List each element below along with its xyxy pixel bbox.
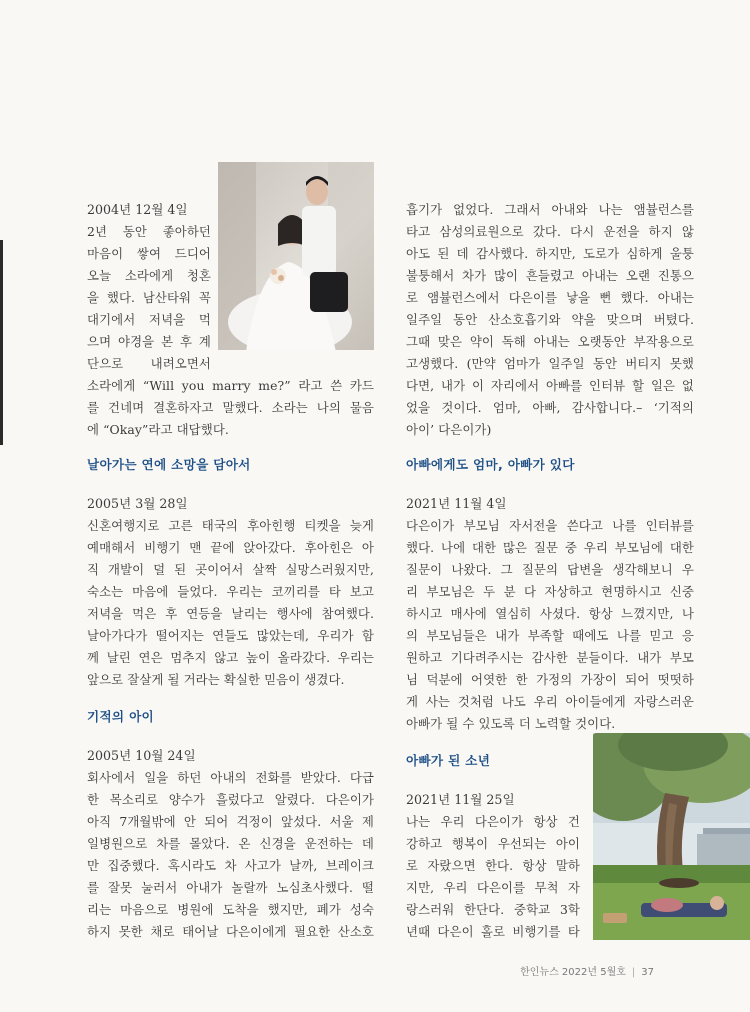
text-line: 으며 야경을 본 후 계 xyxy=(87,334,211,349)
text-line: 었을 것이다. 엄마, 아빠, 감사합니다.– ‘기적의 xyxy=(406,400,694,415)
text-line: 타고 삼성의료원으로 갔다. 다시 운전을 하지 않 xyxy=(406,224,694,239)
text-line: 했다. 나에 대한 많은 질문 중 우리 부모님에 대한 xyxy=(406,540,694,555)
text-line: 만 집중했다. 혹시라도 차 사고가 날까, 브레이크 xyxy=(87,858,374,873)
section-date: 2004년 12월 4일 xyxy=(87,202,188,217)
text-line: 질문이 나왔다. 그 질문의 답변을 생각해보니 우 xyxy=(406,562,694,577)
text-line: 그때 맞은 약이 독해 아내는 오랫동안 부작용으로 xyxy=(406,334,694,349)
text-line: 로 자랐으면 한다. 항상 말하 xyxy=(406,858,580,873)
text-line: 회사에서 일을 하던 아내의 전화를 받았다. 다급 xyxy=(87,770,374,785)
text-line: 예매해서 비행기 맨 끝에 앉아갔다. 후아힌은 아 xyxy=(87,540,374,555)
text-line: 의 부모님들은 내가 부족할 때에도 나를 믿고 응 xyxy=(406,628,694,643)
page-number: 37 xyxy=(641,967,654,978)
text-line: 다은이가 부모님 자서전을 쓴다고 나를 인터뷰를 xyxy=(406,518,694,533)
text-line: 소라에게 “Will you marry me?” 라고 쓴 카드 xyxy=(87,378,374,393)
text-line: 리는 마음으로 병원에 도착을 했지만, 폐가 성숙 xyxy=(87,902,374,917)
text-line: 강하고 행복이 우선되는 아이 xyxy=(406,836,580,851)
text-line: 마음이 쌓여 드디어 xyxy=(87,246,211,261)
text-line: 직 개발이 덜 된 곳이어서 살짝 실망스러웠지만, xyxy=(87,562,374,577)
wedding-photo xyxy=(218,162,374,350)
text-line: 께 날린 연은 멈추지 않고 높이 올라갔다. 우리는 xyxy=(87,650,374,665)
text-line: 원하고 기다려주시는 감사한 분들이다. 내가 부모 xyxy=(406,650,694,665)
text-line: 저녁을 먹은 후 연등을 날리는 행사에 참여했다. xyxy=(87,606,374,621)
text-line: 아빠가 될 수 있도록 더 노력할 것이다. xyxy=(406,716,616,731)
section-heading: 아빠가 된 소년 xyxy=(406,753,491,768)
section-date: 2005년 3월 28일 xyxy=(87,496,188,511)
text-line: 일주일 동안 산소호흡기와 약을 맞으며 버텼다. xyxy=(406,312,694,327)
text-line: 로 앰뷸런스에서 다은이를 낳을 뻔 했다. 아내는 xyxy=(406,290,694,305)
text-line: 날아가다가 떨어지는 연들도 많았는데, 우리가 함 xyxy=(87,628,374,643)
park-tree-photo xyxy=(593,733,750,940)
text-line: 에 “Okay”라고 대답했다. xyxy=(87,422,229,437)
text-line: 님 덕분에 어엿한 한 가정의 가장이 되어 떳떳하 xyxy=(406,672,694,687)
edge-tab-mark xyxy=(0,240,3,445)
text-line: 한 목소리로 양수가 흘렀다고 알렸다. 다은이가 xyxy=(87,792,374,807)
text-line: 일병원으로 차를 몰았다. 온 신경을 운전하는 데 xyxy=(87,836,374,851)
text-line: 대기에서 저녁을 먹 xyxy=(87,312,211,327)
text-line: 리 부모님은 두 분 다 자상하고 현명하시고 신중 xyxy=(406,584,694,599)
section-date: 2021년 11월 25일 xyxy=(406,792,515,807)
text-line: 를 건네며 결혼하자고 말했다. 소라는 나의 물음 xyxy=(87,400,374,415)
text-line: 신혼여행지로 고른 태국의 후아힌행 티켓을 늦게 xyxy=(87,518,374,533)
section-date: 2005년 10월 24일 xyxy=(87,748,196,763)
text-line: 을 했다. 남산타워 꼭 xyxy=(87,290,211,305)
text-line: 단으로 내려오면서 xyxy=(87,356,211,371)
magazine-name: 한인뉴스 2022년 5월호 xyxy=(520,967,626,978)
text-line: 오늘 소라에게 청혼 xyxy=(87,268,211,283)
text-line: 하지 못한 채로 태어날 다은이에게 필요한 산소호 xyxy=(87,924,374,939)
section-date: 2021년 11월 4일 xyxy=(406,496,507,511)
text-line: 다면, 내가 이 자리에서 아빠를 인터뷰 할 일은 없 xyxy=(406,378,694,393)
text-line: 랑스러워 한단다. 중학교 3학 xyxy=(406,902,580,917)
section-heading: 날아가는 연에 소망을 담아서 xyxy=(87,457,251,472)
text-line: 2년 동안 좋아하던 xyxy=(87,224,211,239)
section-heading: 아빠에게도 엄마, 아빠가 있다 xyxy=(406,457,575,472)
text-line: 년때 다은이 홀로 비행기를 타 xyxy=(406,924,580,939)
page-footer: 한인뉴스 2022년 5월호 | 37 xyxy=(520,967,654,978)
text-line: 나는 우리 다은이가 항상 건 xyxy=(406,814,580,829)
text-line: 숙소는 마음에 들었다. 우리는 코끼리를 타 보고 xyxy=(87,584,374,599)
section-heading: 기적의 아이 xyxy=(87,709,155,724)
text-line: 지만, 우리 다은이를 무척 자 xyxy=(406,880,580,895)
text-line: 고생했다. (만약 엄마가 일주일 동안 버티지 못했 xyxy=(406,356,694,371)
text-line: 를 잘못 눌러서 아내가 놀랄까 노심초사했다. 떨 xyxy=(87,880,374,895)
text-line: 아직 7개월밖에 안 되어 걱정이 앞섰다. 서울 제 xyxy=(87,814,374,829)
text-line: 게 사는 것처럼 나도 우리 아이들에게 자랑스러운 xyxy=(406,694,694,709)
text-line: 흡기가 없었다. 그래서 아내와 나는 앰뷸런스를 xyxy=(406,202,694,217)
text-line: 아도 된 데 감사했다. 하지만, 도로가 심하게 울퉁 xyxy=(406,246,694,261)
text-line: 불퉁해서 차가 많이 흔들렸고 아내는 오랜 진통으 xyxy=(406,268,694,283)
text-line: 하시고 매사에 열심히 사셨다. 항상 느꼈지만, 나 xyxy=(406,606,694,621)
text-line: 아이’ 다은이가) xyxy=(406,422,492,437)
text-line: 앞으로 잘살게 될 거라는 확실한 믿음이 생겼다. xyxy=(87,672,345,687)
